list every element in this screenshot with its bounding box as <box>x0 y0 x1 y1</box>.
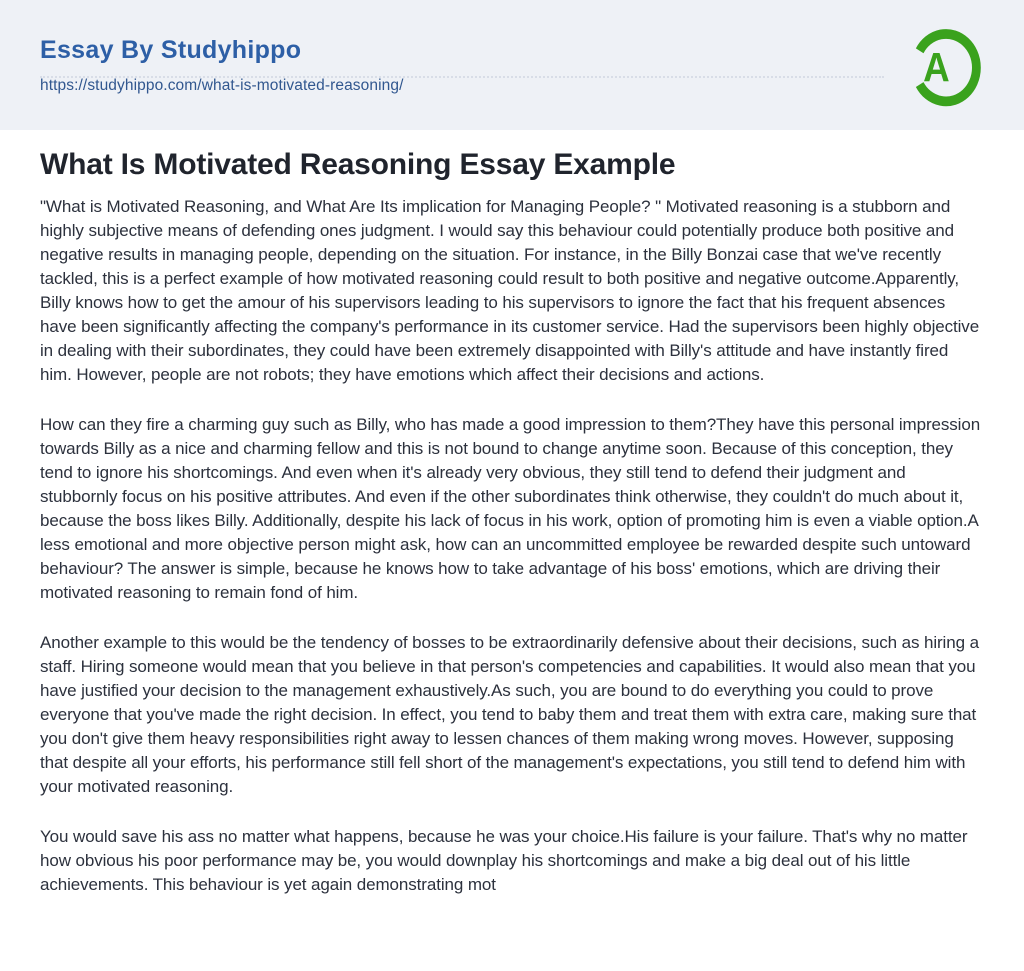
logo-letter: A <box>923 45 950 91</box>
essay-paragraph-3: Another example to this would be the tendency of bosses to be extraordinarily defensive about their decisions, such as hiring a staff. Hiring someone would mean that you believe in that person's competencies and capabilities. It would also mean that you have justified your decision to the management exhaustively.As such, you are bound to do everything you could to prove everyone that you've made the right decision. In effect, you tend to baby them and treat them with extra care, making sure that you don't give them heavy responsibilities right away to lessen chances of them making wrong moves. However, supposing that despite all your efforts, his performance still fell short of the management's expectations, you still tend to defend him with your motivated reasoning. <box>40 633 979 796</box>
logo-ring-icon <box>906 18 986 112</box>
essay-content <box>0 130 1024 897</box>
essay-paragraph-4: You would save his ass no matter what happens, because he was your choice.His failure is your failure. That's why no matter how obvious his poor performance may be, you would downplay his shortcomings and make a big deal out of his little achievements. This behaviour is yet again demonstrating mot <box>40 827 968 894</box>
studyhippo-logo <box>906 18 986 112</box>
essay-title: What Is Motivated Reasoning Essay Example <box>40 148 676 181</box>
brand-title: Essay By Studyhippo <box>40 35 302 64</box>
header-text-block <box>40 36 404 95</box>
site-header <box>0 0 1024 130</box>
essay-paragraph-2: How can they fire a charming guy such as Billy, who has made a good impression to them?They have this personal impression towards Billy as a nice and charming fellow and this is not bound to change anytime soon. Because of this conception, they tend to ignore his shortcomings. And even when it's already very obvious, they still tend to defend their judgment and stubbornly focus on his positive attributes. And even if the other subordinates think otherwise, they couldn't do much about it, because the boss likes Billy. Additionally, despite his lack of focus in his work, option of promoting him is even a viable option.A less emotional and more objective person might ask, how can an uncommitted employee be rewarded despite such untoward behaviour? The answer is simple, because he knows how to take advantage of his boss' emotions, which are driving their motivated reasoning to remain fond of him. <box>40 415 981 602</box>
source-url-link[interactable]: https://studyhippo.com/what-is-motivated-reasoning/ <box>40 76 404 94</box>
essay-paragraph-1: "What is Motivated Reasoning, and What Are Its implication for Managing People? " Motivated reasoning is a stubborn and highly subjective means of defending ones judgment. I would say this behaviour could potentially produce both positive and negative results in managing people, depending on the situation. For instance, in the Billy Bonzai case that we've recently tackled, this is a perfect example of how motivated reasoning could result to both positive and negative outcome.Apparently, Billy knows how to get the amour of his supervisors leading to his supervisors to ignore the fact that his frequent absences have been significantly affecting the company's performance in its customer service. Had the supervisors been highly objective in dealing with their subordinates, they could have been extremely disappointed with Billy's attitude and have instantly fired him. However, people are not robots; they have emotions which affect their decisions and actions. <box>40 197 980 384</box>
